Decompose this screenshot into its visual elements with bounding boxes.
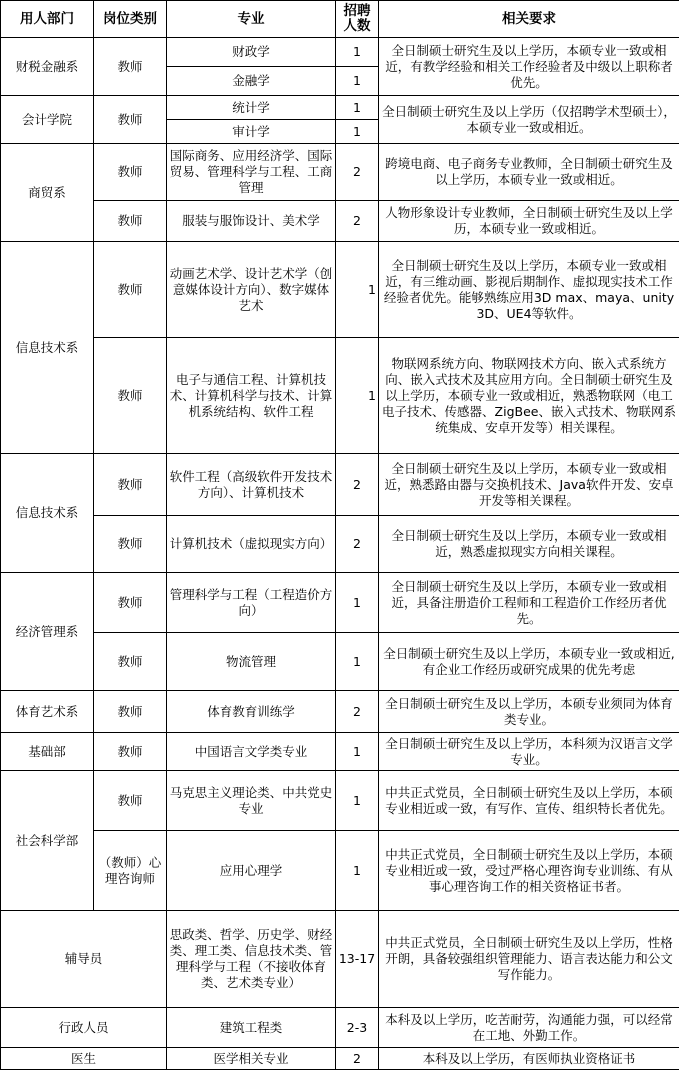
table-row — [1, 338, 679, 454]
count-cell: 1 — [336, 38, 379, 67]
req-cell: 跨境电商、电子商务专业教师，全日制硕士研究生及以上学历，本硕专业一致或相近。 — [379, 144, 679, 201]
count-cell: 2 — [336, 144, 379, 201]
dept-cell: 信息技术系 — [1, 242, 94, 454]
major-cell: 电子与通信工程、计算机技术、计算机科学与技术、计算机系统结构、软件工程 — [167, 338, 336, 454]
count-cell: 2-3 — [336, 1008, 379, 1048]
table-row — [1, 144, 679, 201]
table-row — [1, 733, 679, 771]
header-req: 相关要求 — [379, 1, 679, 38]
table-row — [1, 831, 679, 911]
major-cell: 软件工程（高级软件开发技术方向）、计算机技术 — [167, 454, 336, 516]
count-cell: 2 — [336, 691, 379, 733]
post-cell: 教师 — [94, 633, 167, 691]
dept-cell: 体育艺术系 — [1, 691, 94, 733]
dept-cell: 财税金融系 — [1, 38, 94, 96]
dept-cell: 社会科学部 — [1, 771, 94, 911]
table-row — [1, 38, 679, 67]
dept-cell: 信息技术系 — [1, 454, 94, 573]
table-row — [1, 1048, 679, 1070]
table-row — [1, 1008, 679, 1048]
header-dept: 用人部门 — [1, 1, 94, 38]
req-cell: 本科及以上学历，有医师执业资格证书 — [379, 1048, 679, 1070]
post-cell: 教师 — [94, 201, 167, 242]
count-cell: 2 — [336, 454, 379, 516]
major-cell: 金融学 — [167, 67, 336, 96]
req-cell: 中共正式党员，全日制硕士研究生及以上学历，性格开朗，具备较强组织管理能力、语言表达能力和公文写作能力。 — [379, 911, 679, 1008]
req-cell: 物联网系统方向、物联网技术方向、嵌入式系统方向、嵌入式技术及其应用方向。全日制硕士研究生及以上学历，本硕专业一致或相近，熟悉物联网（电工电子技术、传感器、ZigBee、嵌入式技术、物联网系统集成、安卓开发等）相关课程。 — [379, 338, 679, 454]
count-cell: 1 — [336, 733, 379, 771]
req-cell: 全日制硕士研究生及以上学历，本硕专业一致或相近，熟悉路由器与交换机技术、Java软件开发、安卓开发等相关课程。 — [379, 454, 679, 516]
major-cell: 计算机技术（虚拟现实方向） — [167, 516, 336, 573]
req-cell: 本科及以上学历，吃苦耐劳，沟通能力强，可以经常在工地、外勤工作。 — [379, 1008, 679, 1048]
count-cell: 2 — [336, 516, 379, 573]
header-count: 招聘人数 — [336, 1, 379, 38]
table-row — [1, 633, 679, 691]
major-cell: 管理科学与工程（工程造价方向） — [167, 573, 336, 633]
major-cell: 审计学 — [167, 120, 336, 144]
post-cell: 教师 — [94, 38, 167, 96]
post-cell: 教师 — [94, 691, 167, 733]
dept-cell: 商贸系 — [1, 144, 94, 242]
req-cell: 全日制硕士研究生及以上学历，本硕专业须同为体育类专业。 — [379, 691, 679, 733]
post-cell: 教师 — [94, 733, 167, 771]
major-cell: 财政学 — [167, 38, 336, 67]
dept-cell: 会计学院 — [1, 96, 94, 144]
major-cell: 医学相关专业 — [167, 1048, 336, 1070]
table-row — [1, 691, 679, 733]
req-cell: 全日制硕士研究生及以上学历，本硕专业一致或相近，具备注册造价工程师和工程造价工作经历者优先。 — [379, 573, 679, 633]
count-cell: 2 — [336, 201, 379, 242]
count-cell: 1 — [336, 120, 379, 144]
count-cell: 1 — [336, 573, 379, 633]
post-cell: 教师 — [94, 242, 167, 338]
header-major: 专业 — [167, 1, 336, 38]
count-cell: 1 — [336, 831, 379, 911]
post-cell: 教师 — [94, 516, 167, 573]
table-row — [1, 771, 679, 831]
table-header-row — [1, 1, 679, 38]
table-row — [1, 454, 679, 516]
dept-cell: 辅导员 — [1, 911, 167, 1008]
table-row — [1, 911, 679, 1008]
major-cell: 服装与服饰设计、美术学 — [167, 201, 336, 242]
post-cell: 教师 — [94, 144, 167, 201]
req-cell: 全日制硕士研究生及以上学历，本硕专业一致或相近，有教学经验和相关工作经验者及中级以上职称者优先。 — [379, 38, 679, 96]
req-cell: 全日制硕士研究生及以上学历，本硕专业一致或相近,有企业工作经历或研究成果的优先考虑 — [379, 633, 679, 691]
req-cell: 全日制硕士研究生及以上学历，本科须为汉语言文学专业。 — [379, 733, 679, 771]
post-cell: 教师 — [94, 573, 167, 633]
post-cell: 教师 — [94, 338, 167, 454]
table-row — [1, 96, 679, 120]
post-cell: 教师 — [94, 771, 167, 831]
table-row — [1, 573, 679, 633]
major-cell: 国际商务、应用经济学、国际贸易、管理科学与工程、工商管理 — [167, 144, 336, 201]
major-cell: 中国语言文学类专业 — [167, 733, 336, 771]
major-cell: 统计学 — [167, 96, 336, 120]
req-cell: 人物形象设计专业教师，全日制硕士研究生及以上学历，本硕专业一致或相近。 — [379, 201, 679, 242]
header-post: 岗位类别 — [94, 1, 167, 38]
major-cell: 应用心理学 — [167, 831, 336, 911]
count-cell: 1 — [336, 338, 379, 454]
major-cell: 建筑工程类 — [167, 1008, 336, 1048]
req-cell: 全日制硕士研究生及以上学历，本硕专业一致或相近，有三维动画、影视后期制作、虚拟现实技术工作经验者优先。能够熟练应用3D max、maya、unity3D、UE4等软件。 — [379, 242, 679, 338]
major-cell: 动画艺术学、设计艺术学（创意媒体设计方向）、数字媒体艺术 — [167, 242, 336, 338]
major-cell: 马克思主义理论类、中共党史专业 — [167, 771, 336, 831]
count-cell: 13-17 — [336, 911, 379, 1008]
dept-cell: 行政人员 — [1, 1008, 167, 1048]
table-row — [1, 242, 679, 338]
count-cell: 2 — [336, 1048, 379, 1070]
major-cell: 体育教育训练学 — [167, 691, 336, 733]
major-cell: 思政类、哲学、历史学、财经类、理工类、信息技术类、管理科学与工程（不接收体育类、艺术类专业） — [167, 911, 336, 1008]
req-cell: 中共正式党员，全日制硕士研究生及以上学历，本硕专业相近或一致，有写作、宣传、组织特长者优先。 — [379, 771, 679, 831]
post-cell: 教师 — [94, 454, 167, 516]
dept-cell: 医生 — [1, 1048, 167, 1070]
dept-cell: 经济管理系 — [1, 573, 94, 691]
req-cell: 中共正式党员，全日制硕士研究生及以上学历，本硕专业相近或一致，受过严格心理咨询专业训练、有从事心理咨询工作的相关资格证书者。 — [379, 831, 679, 911]
post-cell: 教师 — [94, 96, 167, 144]
dept-cell: 基础部 — [1, 733, 94, 771]
post-cell: （教师）心理咨询师 — [94, 831, 167, 911]
count-cell: 1 — [336, 771, 379, 831]
count-cell: 1 — [336, 67, 379, 96]
major-cell: 物流管理 — [167, 633, 336, 691]
count-cell: 1 — [336, 242, 379, 338]
table-row — [1, 516, 679, 573]
req-cell: 全日制硕士研究生及以上学历（仅招聘学术型硕士），本硕专业一致或相近。 — [379, 96, 679, 144]
table-row — [1, 201, 679, 242]
count-cell: 1 — [336, 96, 379, 120]
count-cell: 1 — [336, 633, 379, 691]
req-cell: 全日制硕士研究生及以上学历，本硕专业一致或相近，熟悉虚拟现实方向相关课程。 — [379, 516, 679, 573]
